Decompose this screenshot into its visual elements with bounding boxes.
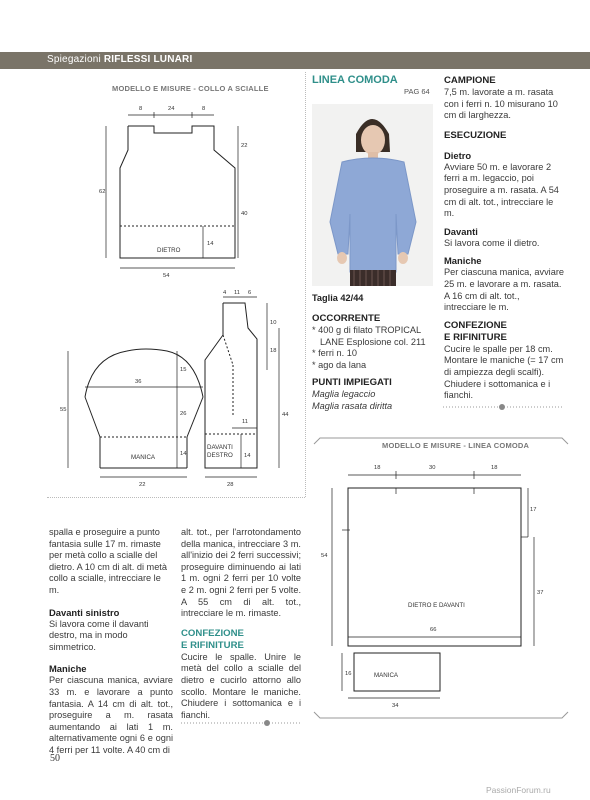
piece-label-back: DIETRO bbox=[157, 247, 181, 254]
campione-text: 7,5 m. lavorate a m. rasata con i ferri n. 10 misurano 10 cm di larghezza. bbox=[444, 87, 558, 121]
dim-label: 14 bbox=[244, 453, 251, 459]
piece-label-body: DIETRO E DAVANTI bbox=[408, 602, 465, 609]
header-title: Spiegazioni RIFLESSI LUNARI bbox=[47, 54, 193, 65]
occorrente-item: LANE Esplosione col. 211 bbox=[320, 336, 426, 347]
piece-label-front: DAVANTI bbox=[207, 444, 233, 451]
diagram-right bbox=[312, 430, 570, 730]
dim-label: 11 bbox=[242, 419, 249, 425]
campione-title: CAMPIONE bbox=[444, 75, 496, 86]
occorrente-item: * 400 g di filato TROPICAL bbox=[312, 325, 422, 335]
occorrente-item: * ago da lana bbox=[312, 359, 367, 370]
dim-label: 66 bbox=[430, 627, 437, 633]
piece-label-front: DESTRO bbox=[207, 452, 233, 459]
diagram-left bbox=[45, 95, 305, 495]
col2-text: alt. tot., per l'arrotondamento della manica, intrecciare 3 m. all'inizio dei 2 ferri successivi; proseguire diminuendo ai lati 1 m. ogni 2 ferri per 10 volte e 2 m. ogni 2 ferri per 5 volte. A 55 cm di alt. tot., intrecciare le m. rimaste. bbox=[181, 527, 301, 619]
dim-label: 15 bbox=[180, 367, 187, 373]
confezione-title: E RIFINITURE bbox=[444, 331, 507, 343]
dim-label: 36 bbox=[135, 379, 142, 385]
model-photo bbox=[312, 104, 433, 286]
occorrente-item: * ferri n. 10 bbox=[312, 348, 357, 359]
dim-label: 4 bbox=[223, 290, 227, 296]
dim-label: 24 bbox=[168, 106, 175, 112]
dotted-separator bbox=[443, 403, 565, 411]
dietro-text: Avviare 50 m. e lavorare 2 ferri a m. legaccio, poi proseguire a m. rasata. A 54 cm di alt. tot., intrecciare le m. bbox=[444, 161, 559, 219]
section-divider bbox=[47, 497, 305, 498]
davanti-sinistro-text: Si lavora come il davanti destro, ma in modo simmetrico. bbox=[49, 618, 149, 652]
dim-label: 22 bbox=[139, 482, 146, 488]
dietro-title: Dietro bbox=[444, 149, 472, 161]
punti-title: PUNTI IMPIEGATI bbox=[312, 377, 392, 389]
dotted-separator bbox=[181, 719, 303, 727]
dim-label: 54 bbox=[321, 553, 328, 559]
page-ref: PAG 64 bbox=[404, 87, 430, 96]
maniche-text: Per ciascuna manica, avviare 33 m. e lavorare a punto fantasia. A 14 cm di alt. tot., proseguire a m. rasata aumentando ai lati 1 m. alternativamente ogni 6 e ogni 4 ferri per 11 volte. A 40 cm di bbox=[49, 675, 173, 755]
dim-label: 40 bbox=[241, 211, 248, 217]
dim-label: 34 bbox=[392, 703, 399, 709]
maniche-text: Per ciascuna manica, avviare 25 m. e lavorare a m. rasata. A 16 cm di alt. tot., intrecciare le m. bbox=[444, 267, 565, 313]
punti-item: Maglia legaccio bbox=[312, 389, 376, 400]
dim-label: 37 bbox=[537, 590, 544, 596]
davanti-sinistro-title: Davanti sinistro bbox=[49, 606, 120, 618]
dim-label: 55 bbox=[60, 407, 67, 413]
dim-label: 14 bbox=[180, 451, 187, 457]
dim-label: 17 bbox=[530, 507, 537, 513]
dim-label: 44 bbox=[282, 412, 289, 418]
dim-label: 22 bbox=[241, 143, 248, 149]
model-title: LINEA COMODA bbox=[312, 74, 398, 86]
maniche-title: Maniche bbox=[49, 663, 87, 675]
dim-label: 18 bbox=[270, 348, 277, 354]
dim-label: 8 bbox=[202, 106, 206, 112]
dim-label: 14 bbox=[207, 241, 214, 247]
davanti-title: Davanti bbox=[444, 225, 478, 237]
dim-label: 54 bbox=[163, 273, 170, 279]
dim-label: 6 bbox=[248, 290, 252, 296]
page-number: 50 bbox=[50, 753, 60, 764]
column-divider bbox=[305, 72, 307, 497]
punti-item: Maglia rasata diritta bbox=[312, 400, 393, 411]
confezione-text: Cucire le spalle per 18 cm. Montare le maniche (= 17 cm di ampiezza degli scalfi). Chiudere i sottomanica e i fianchi. bbox=[444, 343, 564, 401]
esecuzione-title: ESECUZIONE bbox=[444, 129, 507, 141]
dim-label: 11 bbox=[234, 290, 241, 296]
col1-intro: spalla e proseguire a punto fantasia sulle 17 m. rimaste per metà collo a scialle del dietro. A 10 cm di alt. di metà collo a scialle, intrecciare le m. bbox=[49, 527, 167, 595]
dim-label: 10 bbox=[270, 320, 277, 326]
davanti-text: Si lavora come il dietro. bbox=[444, 237, 540, 248]
size-label: Taglia 42/44 bbox=[312, 293, 364, 303]
dim-label: 18 bbox=[491, 465, 498, 471]
diagram-left-caption: MODELLO E MISURE - COLLO A SCIALLE bbox=[112, 84, 269, 93]
occorrente-title: OCCORRENTE bbox=[312, 313, 381, 324]
confezione-title: CONFEZIONE bbox=[444, 319, 507, 331]
dim-label: 18 bbox=[374, 465, 381, 471]
dim-label: 30 bbox=[429, 465, 436, 471]
dim-label: 16 bbox=[345, 671, 352, 677]
confezione-text: Cucire le spalle. Unire le metà del collo a scialle del dietro e cucirlo attorno allo scollo. Montare le maniche. Chiudere i sottomanica e i fianchi. bbox=[181, 651, 301, 720]
dim-label: 62 bbox=[99, 189, 106, 195]
dim-label: 26 bbox=[180, 411, 187, 417]
watermark: PassionForum.ru bbox=[486, 785, 551, 795]
dim-label: 8 bbox=[139, 106, 143, 112]
piece-label-sleeve: MANICA bbox=[131, 454, 156, 461]
piece-label-sleeve: MANICA bbox=[374, 672, 399, 679]
confezione-title: E RIFINITURE bbox=[181, 639, 244, 651]
diagram-right-caption: MODELLO E MISURE - LINEA COMODA bbox=[379, 441, 532, 450]
dim-label: 28 bbox=[227, 482, 234, 488]
confezione-title: CONFEZIONE bbox=[181, 627, 244, 639]
maniche-title: Maniche bbox=[444, 255, 482, 267]
